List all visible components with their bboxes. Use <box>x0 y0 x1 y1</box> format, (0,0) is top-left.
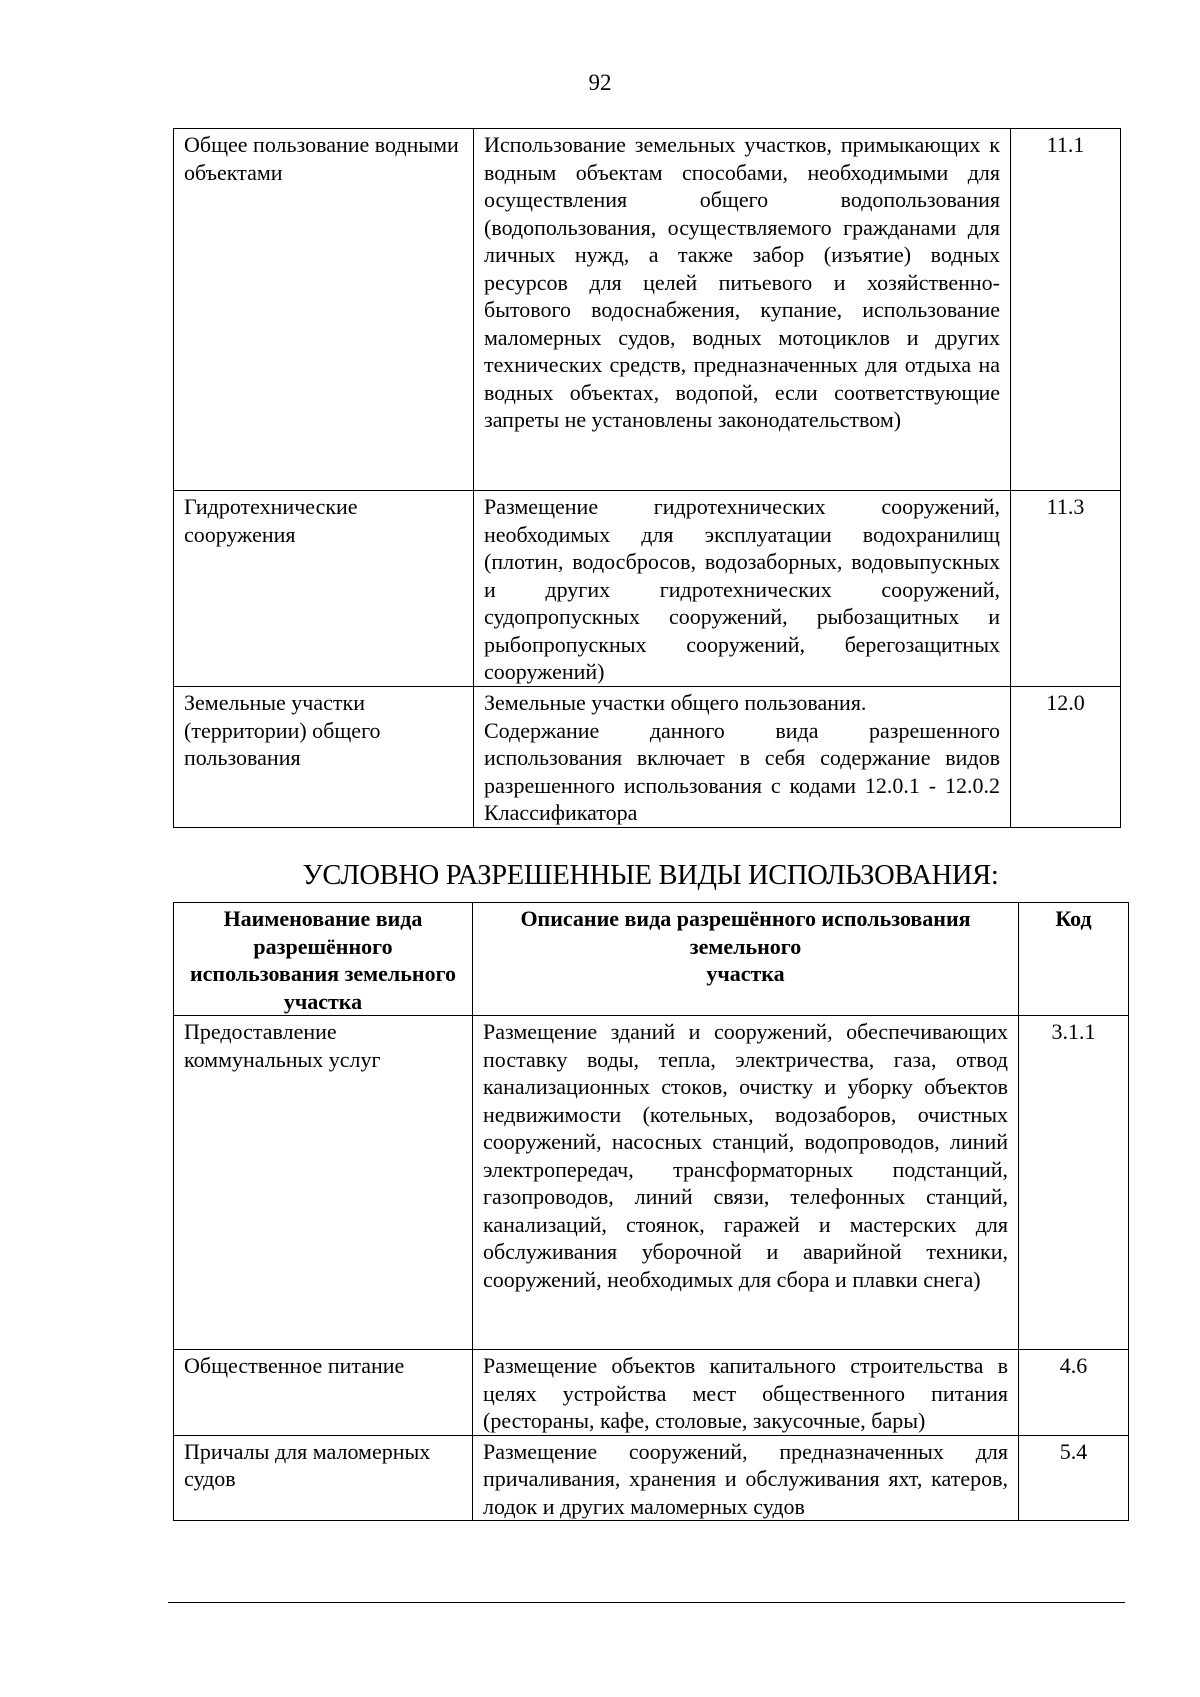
use-name-cell: Земельные участки (территории) общего пользования <box>174 687 474 828</box>
table-row <box>174 491 1121 687</box>
section-heading: УСЛОВНО РАЗРЕШЕННЫЕ ВИДЫ ИСПОЛЬЗОВАНИЯ: <box>302 860 999 891</box>
table-header-row <box>174 903 1129 1016</box>
header-description-line: Описание вида разрешённого использования земельного <box>520 906 971 959</box>
table-row <box>174 1016 1129 1350</box>
footer-rule <box>168 1602 1125 1603</box>
use-name-cell: Общее пользование водными объектами <box>174 129 474 491</box>
use-code-cell: 11.3 <box>1011 491 1121 687</box>
use-description-cell: Размещение сооружений, предназначенных для причаливания, хранения и обслуживания яхт, катеров, лодок и других маломерных судов <box>473 1435 1019 1521</box>
permitted-uses-table <box>173 128 1121 828</box>
use-name-cell: Предоставление коммунальных услуг <box>174 1016 473 1350</box>
header-description <box>473 903 1019 1016</box>
use-code-cell: 12.0 <box>1011 687 1121 828</box>
use-description-cell: Размещение зданий и сооружений, обеспечивающих поставку воды, тепла, электричества, газа, отвод канализационных стоков, очистку и уборку объектов недвижимости (котельных, водозаборов, очистных сооружений, насосных станций, водопроводов, линий электропередач, трансформаторных подстанций, газопроводов, линий связи, телефонных станций, канализаций, стоянок, гаражей и мастерских для обслуживания уборочной и аварийной техники, сооружений, необходимых для сбора и плавки снега) <box>473 1016 1019 1350</box>
header-description-line: участка <box>706 961 785 986</box>
table-row <box>174 129 1121 491</box>
use-description-cell <box>474 687 1011 828</box>
use-name-cell: Причалы для маломерных судов <box>174 1435 473 1521</box>
description-line: Земельные участки общего пользования. <box>484 690 867 715</box>
use-name-cell: Гидротехнические сооружения <box>174 491 474 687</box>
conditional-uses-table <box>173 902 1129 1521</box>
use-name-cell: Общественное питание <box>174 1350 473 1436</box>
use-code-cell: 5.4 <box>1019 1435 1129 1521</box>
page-number: 92 <box>588 70 612 95</box>
use-code-cell: 3.1.1 <box>1019 1016 1129 1350</box>
description-line: Содержание данного вида разрешенного использования включает в себя содержание видов разрешенного использования с кодами 12.0.1 - 12.0.2 Классификатора <box>484 717 1000 825</box>
table-row <box>174 1350 1129 1436</box>
use-code-cell: 4.6 <box>1019 1350 1129 1436</box>
table-row <box>174 687 1121 828</box>
header-name: Наименование вида разрешённого использования земельного участка <box>174 903 473 1016</box>
use-description-cell: Размещение объектов капитального строительства в целях устройства мест общественного питания (рестораны, кафе, столовые, закусочные, бары) <box>473 1350 1019 1436</box>
use-code-cell: 11.1 <box>1011 129 1121 491</box>
use-description-cell: Использование земельных участков, примыкающих к водным объектам способами, необходимыми для осуществления общего водопользования (водопользования, осуществляемого гражданами для личных нужд, а также забор (изъятие) водных ресурсов для целей питьевого и хозяйственно-бытового водоснабжения, купание, использование маломерных судов, водных мотоциклов и других технических средств, предназначенных для отдыха на водных объектах, водопой, если соответствующие запреты не установлены законодательством) <box>474 129 1011 491</box>
table-row <box>174 1435 1129 1521</box>
use-description-cell: Размещение гидротехнических сооружений, необходимых для эксплуатации водохранилищ (плотин, водосбросов, водозаборных, водовыпускных и других гидротехнических сооружений, судопропускных сооружений, рыбозащитных и рыбопропускных сооружений, берегозащитных сооружений) <box>474 491 1011 687</box>
header-code: Код <box>1019 903 1129 1016</box>
